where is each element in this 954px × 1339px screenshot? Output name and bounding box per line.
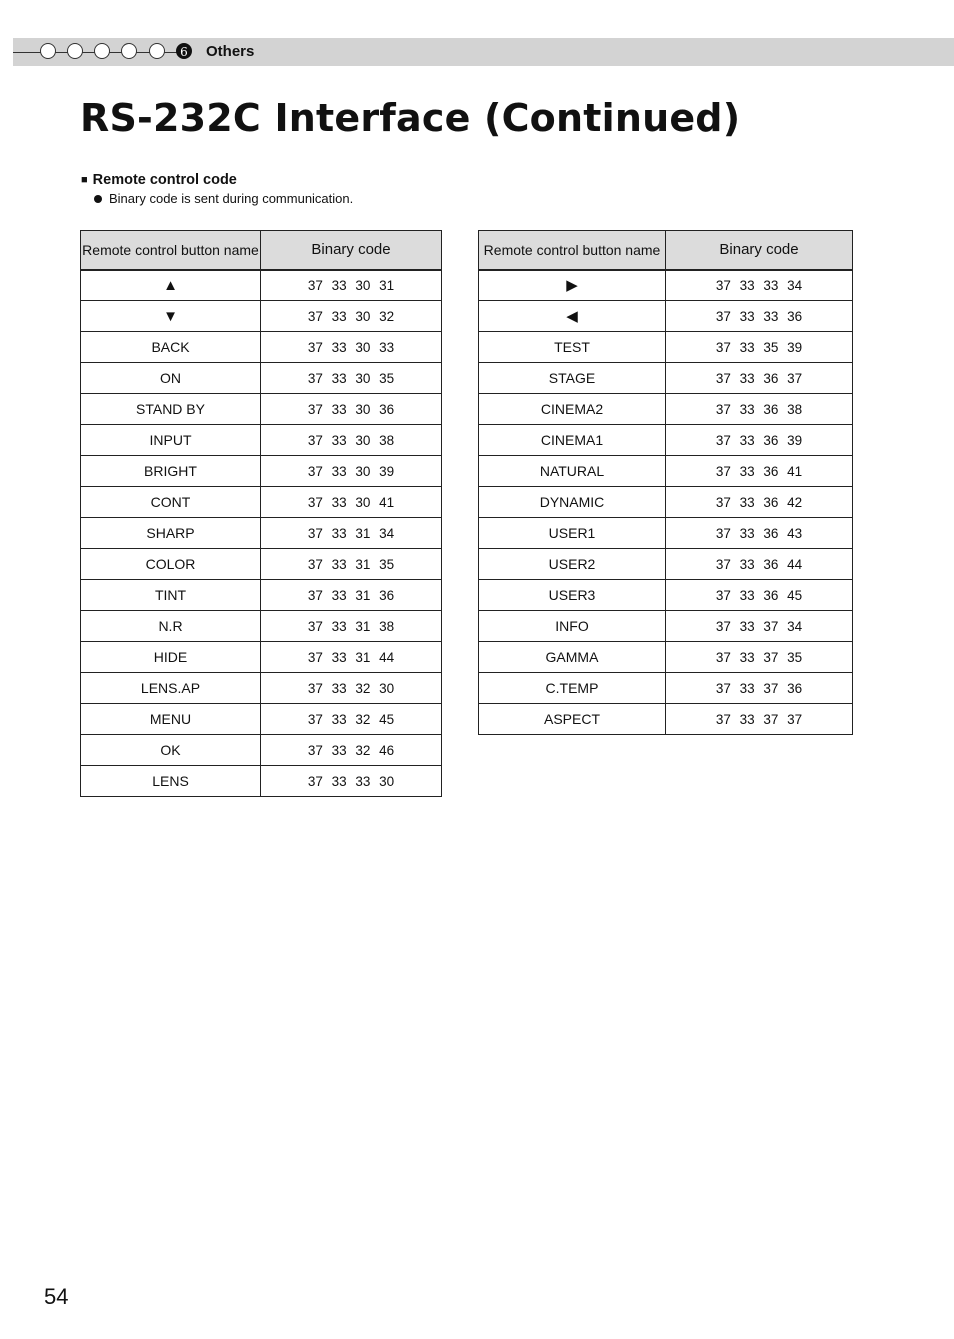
button-name-cell [81, 518, 261, 549]
button-name-cell [81, 487, 261, 518]
button-name-cell [81, 611, 261, 642]
button-name-cell [479, 704, 666, 735]
section-heading-text: Remote control code [92, 172, 237, 188]
button-name-cell [81, 270, 261, 301]
table-row [479, 518, 853, 549]
button-name-cell [81, 363, 261, 394]
button-name-text: C.TEMP [545, 680, 599, 696]
table-row [479, 363, 853, 394]
button-name-cell [479, 363, 666, 394]
button-name-text: ▶ [566, 277, 578, 295]
binary-code-cell: 37 33 36 38 [666, 394, 853, 425]
button-name-cell [81, 735, 261, 766]
button-name-cell [479, 642, 666, 673]
table-row [81, 549, 442, 580]
remote-code-table-left [80, 230, 442, 797]
button-name-text: BACK [151, 339, 190, 355]
page-number: 54 [44, 1284, 69, 1309]
table-row [81, 766, 442, 797]
table-row [81, 611, 442, 642]
bullet-note [94, 191, 353, 206]
chapter-title: Others [206, 43, 255, 60]
button-name-text: MENU [149, 711, 192, 727]
section-heading [81, 172, 237, 188]
binary-code-header: Binary code [666, 231, 853, 270]
binary-code-cell: 37 33 31 44 [261, 642, 442, 673]
button-name-text: DYNAMIC [539, 494, 605, 510]
binary-code-cell: 37 33 31 34 [261, 518, 442, 549]
table-header-row [81, 231, 442, 270]
binary-code-cell: 37 33 30 36 [261, 394, 442, 425]
binary-code-cell: 37 33 30 32 [261, 301, 442, 332]
table-row [479, 611, 853, 642]
button-name-text: COLOR [145, 556, 196, 572]
button-name-cell [81, 673, 261, 704]
bullet-note-text: Binary code is sent during communication. [109, 191, 354, 206]
binary-code-cell: 37 33 31 35 [261, 549, 442, 580]
binary-code-cell: 37 33 30 38 [261, 425, 442, 456]
button-name-text: STAGE [548, 370, 596, 386]
table-row [81, 332, 442, 363]
table-row [81, 394, 442, 425]
table-header-row [479, 231, 853, 270]
table-row [479, 549, 853, 580]
binary-code-cell: 37 33 36 41 [666, 456, 853, 487]
chapter-4-circle-icon [121, 43, 137, 59]
button-name-text: INFO [555, 618, 589, 634]
button-name-cell [81, 704, 261, 735]
table-row [81, 673, 442, 704]
button-name-text: INPUT [149, 432, 192, 448]
table-row [479, 580, 853, 611]
button-name-text: USER2 [548, 556, 596, 572]
table-row [81, 363, 442, 394]
binary-code-cell: 37 33 30 41 [261, 487, 442, 518]
button-name-cell [81, 766, 261, 797]
button-name-text: HIDE [153, 649, 188, 665]
binary-code-cell: 37 33 37 34 [666, 611, 853, 642]
button-name-text: ON [160, 370, 181, 386]
binary-code-cell: 37 33 33 36 [666, 301, 853, 332]
chapter-1-circle-icon [40, 43, 56, 59]
button-name-cell [479, 611, 666, 642]
chapter-header-bar [13, 38, 954, 66]
binary-code-cell: 37 33 37 37 [666, 704, 853, 735]
binary-code-cell: 37 33 36 37 [666, 363, 853, 394]
button-name-text: ▲ [163, 276, 178, 294]
page-title: RS-232C Interface (Continued) [80, 96, 741, 140]
table-row [479, 301, 853, 332]
button-name-cell [81, 332, 261, 363]
button-name-text: USER1 [548, 525, 596, 541]
button-name-text: TEST [554, 339, 590, 355]
button-name-cell [81, 456, 261, 487]
binary-code-cell: 37 33 33 34 [666, 270, 853, 301]
button-name-text: GAMMA [545, 649, 599, 665]
button-name-cell [81, 580, 261, 611]
remote-code-table-right [478, 230, 853, 735]
button-name-text: CINEMA2 [540, 401, 604, 417]
button-name-text: SHARP [146, 525, 195, 541]
chapter-active-number: 6 [176, 43, 192, 59]
table-row [479, 642, 853, 673]
button-name-cell [81, 642, 261, 673]
binary-code-cell: 37 33 32 45 [261, 704, 442, 735]
button-name-cell [479, 301, 666, 332]
table-row [479, 332, 853, 363]
table-row [81, 580, 442, 611]
button-name-text: N.R [158, 618, 183, 634]
button-name-cell [479, 456, 666, 487]
button-name-cell [479, 394, 666, 425]
chapter-3-circle-icon [94, 43, 110, 59]
table-row [81, 301, 442, 332]
binary-code-cell: 37 33 36 44 [666, 549, 853, 580]
binary-code-cell: 37 33 30 39 [261, 456, 442, 487]
button-name-cell [81, 394, 261, 425]
binary-code-cell: 37 33 33 30 [261, 766, 442, 797]
binary-code-cell: 37 33 36 39 [666, 425, 853, 456]
button-name-cell [479, 549, 666, 580]
button-name-text: NATURAL [539, 463, 605, 479]
button-name-text: BRIGHT [144, 463, 197, 479]
chapter-5-circle-icon [149, 43, 165, 59]
binary-code-cell: 37 33 35 39 [666, 332, 853, 363]
table-row [81, 518, 442, 549]
button-name-text: USER3 [548, 587, 596, 603]
binary-code-cell: 37 33 31 38 [261, 611, 442, 642]
button-name-cell [81, 549, 261, 580]
button-name-text: ▼ [163, 307, 178, 325]
button-name-cell [81, 301, 261, 332]
binary-code-cell: 37 33 30 31 [261, 270, 442, 301]
table-row [479, 425, 853, 456]
binary-code-cell: 37 33 36 42 [666, 487, 853, 518]
binary-code-cell: 37 33 32 30 [261, 673, 442, 704]
table-row [479, 394, 853, 425]
button-name-text: TINT [154, 587, 187, 603]
chapter-2-circle-icon [67, 43, 83, 59]
square-bullet-icon: ■ [81, 174, 88, 186]
button-name-text: ◀ [566, 308, 578, 325]
table-row [479, 673, 853, 704]
binary-code-cell: 37 33 30 35 [261, 363, 442, 394]
button-name-cell [479, 332, 666, 363]
button-name-cell [479, 518, 666, 549]
table-row [81, 704, 442, 735]
button-name-text: ASPECT [543, 711, 600, 727]
button-name-cell [479, 580, 666, 611]
table-row [479, 270, 853, 301]
binary-code-cell: 37 33 36 45 [666, 580, 853, 611]
binary-code-cell: 37 33 37 36 [666, 673, 853, 704]
binary-code-cell: 37 33 36 43 [666, 518, 853, 549]
table-row [81, 642, 442, 673]
table-row [81, 425, 442, 456]
button-name-text: LENS.AP [140, 680, 201, 696]
button-name-text: CONT [150, 494, 191, 510]
binary-code-header: Binary code [261, 231, 442, 270]
button-name-cell [81, 425, 261, 456]
table-row [479, 487, 853, 518]
button-name-cell [479, 425, 666, 456]
button-name-header: Remote control button name [479, 231, 666, 270]
table-row [81, 735, 442, 766]
button-name-header: Remote control button name [81, 231, 261, 270]
binary-code-cell: 37 33 37 35 [666, 642, 853, 673]
binary-code-cell: 37 33 30 33 [261, 332, 442, 363]
button-name-cell [479, 673, 666, 704]
table-row [81, 487, 442, 518]
binary-code-cell: 37 33 32 46 [261, 735, 442, 766]
table-row [479, 704, 853, 735]
button-name-text: STAND BY [136, 401, 205, 417]
button-name-cell [479, 487, 666, 518]
table-row [81, 456, 442, 487]
button-name-text: OK [160, 742, 181, 758]
button-name-text: CINEMA1 [540, 432, 604, 448]
table-row [479, 456, 853, 487]
button-name-cell [479, 270, 666, 301]
table-row [81, 270, 442, 301]
binary-code-cell: 37 33 31 36 [261, 580, 442, 611]
button-name-text: LENS [152, 773, 189, 789]
bullet-dot-icon [94, 195, 102, 203]
